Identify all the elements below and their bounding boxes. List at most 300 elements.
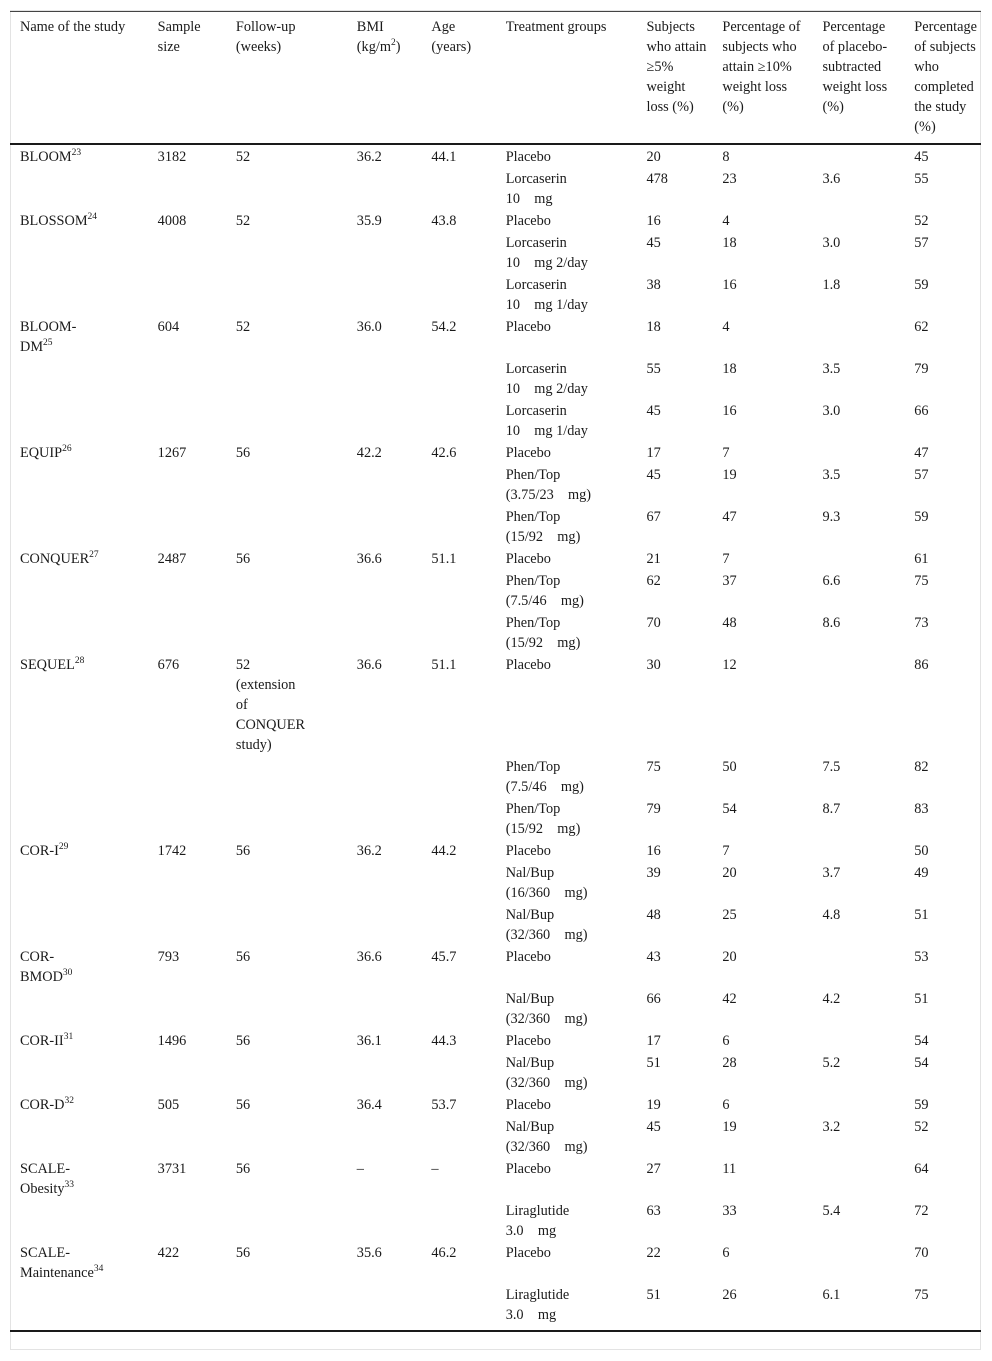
age-cell: 53.7 (431, 1097, 457, 1113)
sample-size-cell: 1496 (157, 1033, 187, 1049)
empty-cell (347, 464, 422, 506)
bmi-cell: 36.6 (356, 551, 382, 567)
table-row (10, 464, 981, 506)
study-name-cell (10, 442, 148, 464)
pct-10-loss-cell: 6 (722, 1245, 730, 1261)
completed-cell: 83 (914, 801, 929, 817)
completed-cell: 57 (914, 467, 929, 483)
treatment-cell: Phen/Top (15/92 mg) (505, 615, 581, 651)
empty-cell (10, 274, 148, 316)
empty-cell (347, 400, 422, 442)
treatment-cell: Placebo (505, 949, 551, 965)
bmi-cell: 36.2 (356, 843, 382, 859)
empty-cell (148, 274, 226, 316)
empty-cell (421, 232, 495, 274)
empty-cell (347, 756, 422, 798)
placebo-subtracted-cell (812, 840, 904, 862)
table-row (10, 144, 981, 168)
treatment-cell: Lorcaserin 10 mg 1/day (505, 277, 588, 313)
sample-size-cell: 1267 (157, 445, 187, 461)
empty-cell (10, 988, 148, 1030)
table-row (10, 210, 981, 232)
pct-5-loss-cell: 18 (646, 319, 661, 335)
follow-up-cell: 52 (235, 319, 251, 335)
empty-cell (347, 798, 422, 840)
treatment-cell: Lorcaserin 10 mg 2/day (505, 361, 588, 397)
pct-10-loss-cell: 18 (722, 361, 737, 377)
pct-10-loss-cell: 42 (722, 991, 737, 1007)
placebo-subtracted-cell: 3.7 (822, 865, 841, 881)
completed-cell: 73 (914, 615, 929, 631)
completed-cell: 82 (914, 759, 929, 775)
completed-cell: 86 (914, 657, 929, 673)
empty-cell (226, 232, 347, 274)
study-reference: 29 (58, 842, 69, 853)
study-name-cell (10, 1094, 148, 1116)
pct-10-loss-cell: 26 (712, 1284, 812, 1331)
pct-10-loss-cell: 50 (722, 759, 737, 775)
study-name-cell (10, 210, 148, 232)
table-row (10, 1284, 981, 1331)
empty-cell (226, 756, 347, 798)
empty-cell (347, 1052, 422, 1094)
empty-cell (226, 1284, 347, 1331)
treatment-cell: Liraglutide 3.0 mg (496, 1284, 637, 1331)
completed-cell: 70 (914, 1245, 929, 1261)
placebo-subtracted-cell: 4.2 (822, 991, 841, 1007)
empty-cell (10, 506, 148, 548)
age-cell: 42.6 (431, 445, 457, 461)
completed-cell: 50 (914, 843, 929, 859)
table-body (10, 144, 981, 1331)
empty-cell (347, 232, 422, 274)
empty-cell (148, 358, 226, 400)
empty-cell (347, 904, 422, 946)
placebo-subtracted-cell (812, 548, 904, 570)
table-row (10, 442, 981, 464)
empty-cell (226, 168, 347, 210)
empty-cell (347, 506, 422, 548)
empty-cell (226, 862, 347, 904)
empty-cell (347, 168, 422, 210)
sample-size-cell: 422 (157, 1245, 180, 1261)
bmi-cell: 36.1 (356, 1033, 382, 1049)
pct-5-loss-cell: 70 (646, 615, 661, 631)
completed-cell: 53 (914, 949, 929, 965)
table-row (10, 274, 981, 316)
sample-size-cell: 505 (157, 1097, 180, 1113)
age-cell: 51.1 (431, 657, 457, 673)
col-header-10pct-loss: Percentage of subjects who attain ≥10% weight loss (%) (712, 12, 812, 145)
empty-cell (10, 464, 148, 506)
empty-cell (347, 358, 422, 400)
empty-cell (10, 904, 148, 946)
study-name: SCALE- Obesity (20, 1161, 71, 1197)
treatment-cell: Liraglutide 3.0 mg (505, 1203, 570, 1239)
pct-5-loss-cell: 45 (646, 1119, 661, 1135)
table-row (10, 862, 981, 904)
study-name: COR-I (20, 843, 59, 859)
placebo-subtracted-cell (812, 946, 904, 988)
placebo-subtracted-cell: 3.0 (822, 235, 841, 251)
empty-cell (10, 570, 148, 612)
treatment-cell: Phen/Top (15/92 mg) (505, 509, 581, 545)
empty-cell (421, 612, 495, 654)
pct-10-loss-cell: 20 (722, 949, 737, 965)
empty-cell (226, 1052, 347, 1094)
table-row (10, 1030, 981, 1052)
pct-10-loss-cell: 6 (722, 1097, 730, 1113)
completed-cell: 64 (914, 1161, 929, 1177)
sample-size-cell: 793 (157, 949, 180, 965)
pct-5-loss-cell: 48 (646, 907, 661, 923)
pct-5-loss-cell: 62 (646, 573, 661, 589)
sample-size-cell: 1742 (157, 843, 187, 859)
age-cell: 46.2 (431, 1245, 457, 1261)
pct-10-loss-cell: 33 (722, 1203, 737, 1219)
study-name-cell (10, 840, 148, 862)
study-reference: 31 (63, 1032, 74, 1043)
treatment-cell: Nal/Bup (32/360 mg) (505, 1119, 588, 1155)
empty-cell (10, 1052, 148, 1094)
pct-10-loss-cell: 54 (722, 801, 737, 817)
pct-10-loss-cell: 25 (722, 907, 737, 923)
follow-up-cell: 52 (235, 149, 251, 165)
empty-cell (10, 232, 148, 274)
study-name-cell (10, 548, 148, 570)
empty-cell (10, 612, 148, 654)
pct-10-loss-cell: 4 (722, 213, 730, 229)
placebo-subtracted-cell: 1.8 (822, 277, 841, 293)
empty-cell (226, 1200, 347, 1242)
table-row (10, 1242, 981, 1284)
table-row (10, 232, 981, 274)
table-row (10, 1094, 981, 1116)
treatment-cell: Nal/Bup (16/360 mg) (505, 865, 588, 901)
study-name-cell (10, 946, 148, 988)
sample-size-cell: 4008 (157, 213, 187, 229)
empty-cell (347, 1200, 422, 1242)
treatment-cell: Placebo (505, 843, 551, 859)
treatment-cell: Placebo (505, 1161, 551, 1177)
study-name: COR- BMOD (20, 949, 63, 985)
completed-cell: 59 (914, 509, 929, 525)
follow-up-cell: 52 (235, 213, 251, 229)
col-header-treatment: Treatment groups (496, 12, 637, 145)
pct-5-loss-cell: 20 (646, 149, 661, 165)
treatment-cell: Phen/Top (3.75/23 mg) (505, 467, 592, 503)
age-cell: 43.8 (431, 213, 457, 229)
completed-cell: 54 (914, 1033, 929, 1049)
pct-5-loss-cell: 38 (646, 277, 661, 293)
empty-cell (347, 1116, 422, 1158)
pct-5-loss-cell: 27 (646, 1161, 661, 1177)
completed-cell: 79 (914, 361, 929, 377)
empty-cell (10, 358, 148, 400)
empty-cell (347, 862, 422, 904)
placebo-subtracted-cell: 9.3 (822, 509, 841, 525)
treatment-cell: Placebo (505, 657, 551, 673)
study-name-cell (10, 316, 148, 358)
study-reference: 32 (64, 1096, 74, 1107)
pct-10-loss-cell: 16 (722, 277, 737, 293)
bmi-cell: 36.4 (356, 1097, 382, 1113)
completed-cell: 62 (914, 319, 929, 335)
pct-10-loss-cell: 19 (722, 1119, 737, 1135)
empty-cell (421, 988, 495, 1030)
pct-5-loss-cell: 66 (646, 991, 661, 1007)
treatment-cell: Placebo (505, 551, 551, 567)
study-name-cell (10, 1158, 148, 1200)
pct-10-loss-cell: 20 (722, 865, 737, 881)
pct-5-loss-cell: 45 (646, 235, 661, 251)
placebo-subtracted-cell (812, 654, 904, 756)
placebo-subtracted-cell: 5.2 (822, 1055, 841, 1071)
completed-cell: 52 (914, 213, 929, 229)
table-row (10, 946, 981, 988)
pct-10-loss-cell: 47 (722, 509, 737, 525)
empty-cell (148, 612, 226, 654)
placebo-subtracted-cell (812, 316, 904, 358)
treatment-cell: Phen/Top (7.5/46 mg) (505, 759, 584, 795)
empty-cell (148, 798, 226, 840)
pct-5-loss-cell: 16 (646, 843, 661, 859)
placebo-subtracted-cell: 8.6 (822, 615, 841, 631)
bmi-cell: 36.6 (356, 949, 382, 965)
table-row (10, 570, 981, 612)
treatment-cell: Lorcaserin 10 mg 2/day (505, 235, 588, 271)
completed-cell: 57 (914, 235, 929, 251)
empty-cell (10, 862, 148, 904)
follow-up-cell: 56 (235, 551, 251, 567)
empty-cell (148, 506, 226, 548)
pct-5-loss-cell: 478 (646, 171, 668, 187)
completed-cell: 52 (914, 1119, 929, 1135)
treatment-cell: Nal/Bup (32/360 mg) (505, 1055, 588, 1091)
bmi-cell: 35.6 (356, 1245, 382, 1261)
empty-cell (10, 1116, 148, 1158)
age-cell: 54.2 (431, 319, 457, 335)
table-row (10, 840, 981, 862)
treatment-cell: Placebo (505, 1033, 551, 1049)
pct-5-loss-cell: 63 (646, 1203, 661, 1219)
table-row (10, 1158, 981, 1200)
sample-size-cell: 2487 (157, 551, 187, 567)
sample-size-cell: 604 (157, 319, 180, 335)
empty-cell (421, 570, 495, 612)
pct-5-loss-cell: 17 (646, 1033, 661, 1049)
table-row (10, 506, 981, 548)
empty-cell (421, 1116, 495, 1158)
treatment-cell: Nal/Bup (32/360 mg) (505, 991, 588, 1027)
treatment-cell: Lorcaserin 10 mg (505, 171, 567, 207)
study-name: EQUIP (20, 445, 63, 461)
study-name-cell (10, 144, 148, 168)
study-reference: 27 (89, 550, 99, 561)
treatment-cell: Nal/Bup (32/360 mg) (505, 907, 588, 943)
empty-cell (226, 988, 347, 1030)
empty-cell (421, 1200, 495, 1242)
empty-cell (347, 1284, 422, 1331)
col-header-placebo-subtracted: Percentage of placebo-subtracted weight loss (%) (812, 12, 904, 145)
placebo-subtracted-cell: 3.0 (822, 403, 841, 419)
completed-cell: 61 (914, 551, 929, 567)
empty-cell (421, 798, 495, 840)
pct-5-loss-cell: 39 (646, 865, 661, 881)
pct-5-loss-cell: 43 (646, 949, 661, 965)
empty-cell (148, 168, 226, 210)
empty-cell (421, 1284, 495, 1331)
empty-cell (421, 168, 495, 210)
pct-10-loss-cell: 23 (722, 171, 737, 187)
follow-up-cell: 56 (235, 1161, 251, 1177)
completed-cell: 45 (914, 149, 929, 165)
pct-5-loss-cell: 30 (646, 657, 661, 673)
bmi-unit-close: ) (395, 39, 401, 55)
pct-5-loss-cell: 45 (646, 467, 661, 483)
study-reference: 23 (71, 148, 82, 159)
empty-cell (421, 464, 495, 506)
table-row (10, 1052, 981, 1094)
age-cell: 44.3 (431, 1033, 457, 1049)
sample-size-cell: 3182 (157, 149, 187, 165)
placebo-subtracted-cell: 4.8 (822, 907, 841, 923)
empty-cell (421, 274, 495, 316)
empty-cell (148, 904, 226, 946)
bmi-header-text: BMI (kg/m (356, 19, 391, 55)
pct-10-loss-cell: 7 (722, 843, 730, 859)
empty-cell (148, 1116, 226, 1158)
placebo-subtracted-cell (812, 1158, 904, 1200)
table-row (10, 168, 981, 210)
pct-10-loss-cell: 7 (722, 445, 730, 461)
table-row (10, 316, 981, 358)
empty-cell (148, 862, 226, 904)
pct-5-loss-cell: 79 (646, 801, 661, 817)
completed-cell: 47 (914, 445, 929, 461)
empty-cell (226, 400, 347, 442)
treatment-cell: Placebo (505, 149, 551, 165)
pct-10-loss-cell: 7 (722, 551, 730, 567)
study-name: COR-D (20, 1097, 65, 1113)
completed-cell: 51 (914, 991, 929, 1007)
study-reference: 25 (43, 338, 53, 349)
table-row (10, 654, 981, 756)
completed-cell: 72 (914, 1203, 929, 1219)
empty-cell (226, 1116, 347, 1158)
placebo-subtracted-cell (812, 210, 904, 232)
pct-10-loss-cell: 28 (722, 1055, 737, 1071)
pct-5-loss-cell: 16 (646, 213, 661, 229)
sample-size-cell: 3731 (157, 1161, 187, 1177)
follow-up-cell: 56 (235, 1245, 251, 1261)
pct-10-loss-cell: 4 (722, 319, 730, 335)
age-cell: 51.1 (431, 551, 457, 567)
pct-5-loss-cell: 45 (646, 403, 661, 419)
bmi-cell: 36.0 (356, 319, 382, 335)
table-row (10, 400, 981, 442)
study-name: BLOOM- DM (20, 319, 77, 355)
pct-5-loss-cell: 67 (646, 509, 661, 525)
treatment-cell: Lorcaserin 10 mg 1/day (505, 403, 588, 439)
table-row (10, 1116, 981, 1158)
empty-cell (10, 168, 148, 210)
empty-cell (226, 358, 347, 400)
empty-cell (10, 1200, 148, 1242)
bmi-cell: 36.2 (356, 149, 382, 165)
empty-cell (148, 400, 226, 442)
empty-cell (226, 612, 347, 654)
sample-size-cell: 676 (157, 657, 180, 673)
placebo-subtracted-cell: 3.6 (822, 171, 841, 187)
empty-cell (347, 570, 422, 612)
treatment-cell: Phen/Top (7.5/46 mg) (505, 573, 584, 609)
pct-10-loss-cell: 8 (722, 149, 730, 165)
pct-10-loss-cell: 37 (722, 573, 737, 589)
completed-cell: 55 (914, 171, 929, 187)
placebo-subtracted-cell (812, 1094, 904, 1116)
bmi-unit-superscript: 2 (390, 38, 396, 49)
placebo-subtracted-cell: 6.1 (812, 1284, 904, 1331)
table-row (10, 358, 981, 400)
bmi-cell: 42.2 (356, 445, 382, 461)
empty-cell (421, 904, 495, 946)
empty-cell (10, 756, 148, 798)
treatment-cell: Placebo (505, 445, 551, 461)
follow-up-cell: 52 (extension of CONQUER study) (235, 657, 306, 753)
pct-5-loss-cell: 19 (646, 1097, 661, 1113)
pct-10-loss-cell: 11 (722, 1161, 737, 1177)
empty-cell (10, 1284, 148, 1331)
pct-5-loss-cell: 51 (646, 1055, 661, 1071)
pct-10-loss-cell: 18 (722, 235, 737, 251)
pct-5-loss-cell: 17 (646, 445, 661, 461)
placebo-subtracted-cell (812, 442, 904, 464)
study-name: SEQUEL (20, 657, 75, 673)
col-header-study: Name of the study (10, 12, 148, 145)
empty-cell (148, 756, 226, 798)
empty-cell (421, 358, 495, 400)
study-name-cell (10, 654, 148, 756)
treatment-cell: Placebo (505, 1097, 551, 1113)
empty-cell (148, 232, 226, 274)
study-name-cell (10, 1030, 148, 1052)
empty-cell (148, 1052, 226, 1094)
empty-cell (10, 400, 148, 442)
table-row (10, 756, 981, 798)
empty-cell (148, 570, 226, 612)
study-name: COR-II (20, 1033, 64, 1049)
age-cell: 44.2 (431, 843, 457, 859)
empty-cell (421, 400, 495, 442)
pct-10-loss-cell: 19 (722, 467, 737, 483)
completed-cell: 66 (914, 403, 929, 419)
study-name: BLOSSOM (20, 213, 88, 229)
study-reference: 26 (62, 444, 72, 455)
bmi-cell: 35.9 (356, 213, 382, 229)
empty-cell (347, 274, 422, 316)
col-header-completed: Percentage of subjects who completed the study (%) (904, 12, 981, 145)
empty-cell (226, 570, 347, 612)
placebo-subtracted-cell: 3.5 (822, 361, 841, 377)
placebo-subtracted-cell: 3.5 (822, 467, 841, 483)
empty-cell (347, 988, 422, 1030)
col-header-age: Age (years) (421, 12, 495, 145)
follow-up-cell: 56 (235, 843, 251, 859)
col-header-5pct-loss: Subjects who attain ≥5% weight loss (%) (636, 12, 712, 145)
empty-cell (226, 904, 347, 946)
placebo-subtracted-cell (812, 1030, 904, 1052)
